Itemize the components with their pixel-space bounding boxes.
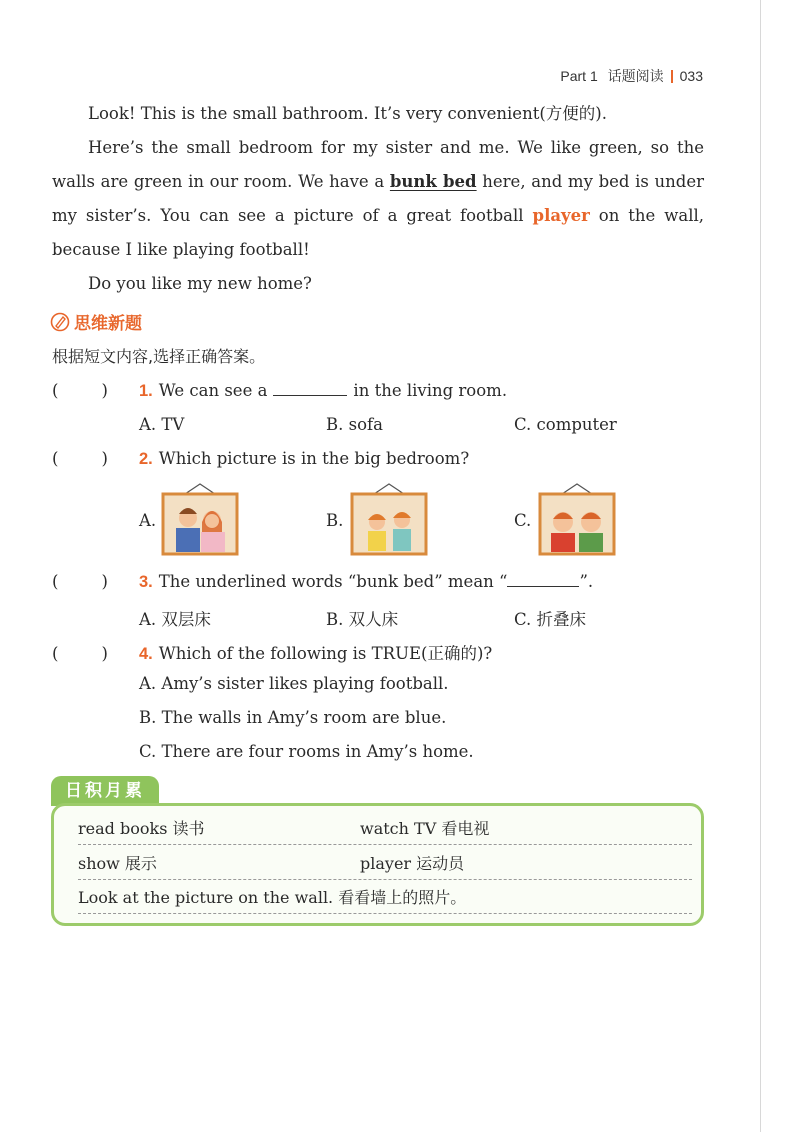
question-1: ( ) 1. We can see a in the living room.	[52, 381, 508, 400]
player-highlight: player	[532, 206, 590, 225]
q2-option-b-label[interactable]: B.	[326, 511, 344, 530]
question-number: 3.	[139, 573, 153, 591]
vocab-tab: 日积月累	[51, 776, 159, 806]
q1-option-c[interactable]: C. computer	[514, 415, 617, 434]
passage-p2-c: on the wall, because I like playing football!	[52, 206, 705, 259]
q3-option-c[interactable]: C. 折叠床	[514, 610, 587, 629]
question-number: 4.	[139, 645, 153, 663]
q1-option-a[interactable]: A. TV	[139, 415, 185, 434]
q1-option-b[interactable]: B. sofa	[326, 415, 383, 434]
passage-p2	[52, 131, 704, 267]
answer-paren[interactable]: ( )	[52, 381, 108, 400]
blank-line	[507, 586, 579, 587]
vocab-row-2	[78, 849, 692, 880]
header-part: Part 1	[560, 68, 598, 84]
pencil-icon	[50, 312, 70, 332]
q2-option-c-label[interactable]: C.	[514, 511, 532, 530]
passage-p2-b: here, and my bed is under my sister’s. You can see a picture of a great football	[52, 172, 705, 225]
section-title-text: 思维新题	[74, 314, 142, 334]
question-number: 1.	[139, 382, 153, 400]
answer-paren[interactable]: ( )	[52, 572, 108, 591]
vocab-show: show 展示	[78, 854, 157, 873]
header-topic: 话题阅读	[607, 68, 664, 84]
page-edge	[760, 0, 761, 1132]
question-3: ( ) 3. The underlined words “bunk bed” mean “ ”.	[52, 572, 594, 591]
bunk-bed-underlined: bunk bed	[389, 172, 477, 191]
passage	[52, 97, 704, 301]
instruction: 根据短文内容,选择正确答案。	[52, 347, 266, 366]
section-title	[50, 309, 142, 334]
q3-option-a[interactable]: A. 双层床	[139, 610, 211, 629]
q4-option-b[interactable]: B. The walls in Amy’s room are blue.	[139, 708, 447, 727]
q4-option-c[interactable]: C. There are four rooms in Amy’s home.	[139, 742, 474, 761]
answer-paren[interactable]: ( )	[52, 449, 108, 468]
picture-c-boys[interactable]	[537, 482, 617, 558]
header-page-number: 033	[679, 68, 703, 84]
passage-p1: Look! This is the small bathroom. It’s very convenient(方便的).	[88, 104, 607, 123]
vocab-row-1	[78, 814, 692, 845]
header-separator	[671, 70, 673, 83]
answer-paren[interactable]: ( )	[52, 644, 108, 663]
vocab-watch-tv: watch TV 看电视	[360, 819, 490, 838]
question-number: 2.	[139, 450, 153, 468]
vocab-player: player 运动员	[360, 854, 465, 873]
question-4: ( ) 4. Which of the following is TRUE(正确的)?	[52, 644, 493, 663]
q2-option-a-label[interactable]: A.	[139, 511, 157, 530]
q4-option-a[interactable]: A. Amy’s sister likes playing football.	[139, 674, 449, 693]
blank-line	[273, 395, 347, 396]
q3-option-b[interactable]: B. 双人床	[326, 610, 399, 629]
picture-b-girls[interactable]	[349, 482, 429, 558]
picture-a-parents[interactable]	[160, 482, 240, 558]
vocab-row-3: Look at the picture on the wall. 看看墙上的照片。	[78, 883, 692, 914]
passage-p3: Do you like my new home?	[88, 274, 312, 293]
question-2: ( ) 2. Which picture is in the big bedroom?	[52, 449, 470, 468]
passage-p2-a: Here’s the small bedroom for my sister and me. We like green, so the walls are green in our room. We have a	[52, 138, 704, 191]
vocab-read-books: read books 读书	[78, 819, 205, 838]
page-header	[560, 66, 703, 86]
